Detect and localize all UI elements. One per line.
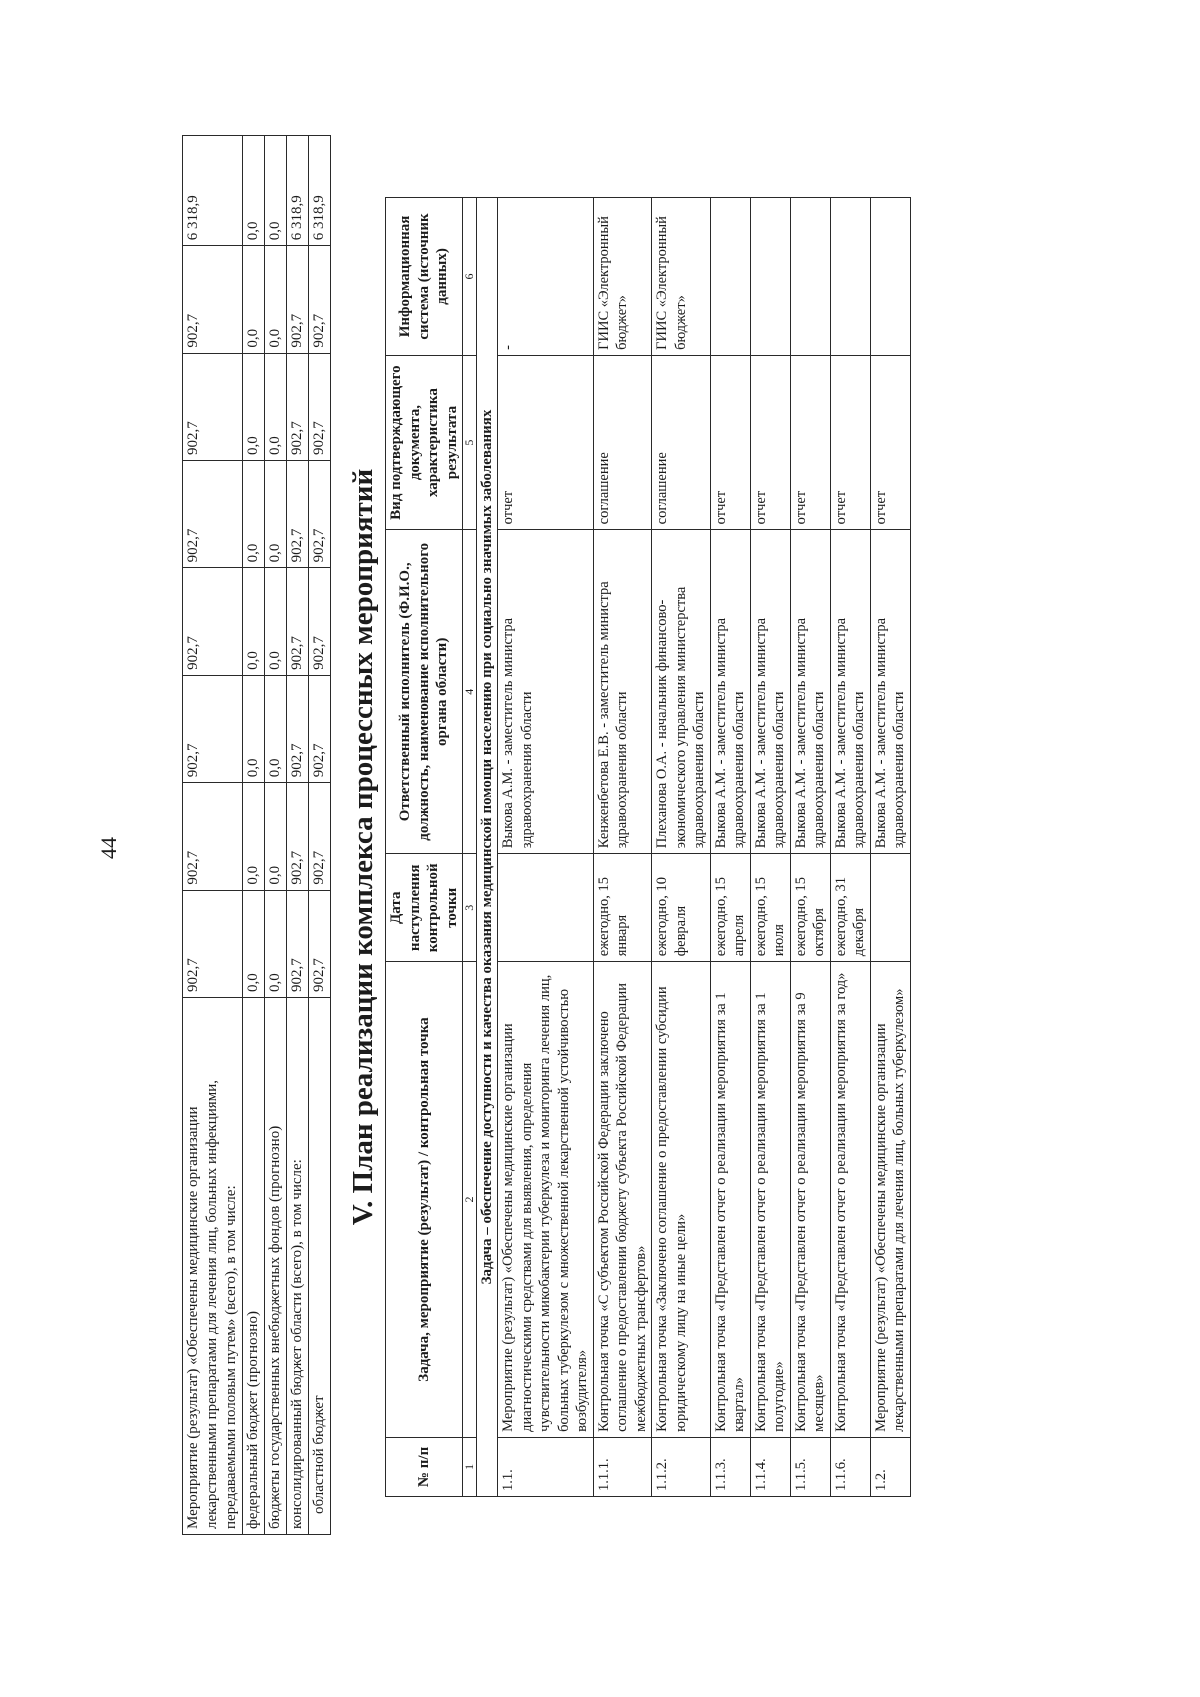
row-date: ежегодно, 10 февраля [652,854,711,962]
financing-value: 0,0 [265,461,287,568]
financing-value: 0,0 [265,568,287,675]
header-system: Информационная система (источник данных) [386,198,463,356]
row-title: Контрольная точка «Представлен отчет о реализации мероприятия за 1 квартал» [710,962,750,1438]
financing-value: 902,7 [309,675,331,782]
financing-value: 902,7 [183,246,243,353]
row-system: ГИИС «Электронный бюджет» [593,198,652,356]
financing-value: 902,7 [287,675,309,782]
plan-row [710,198,750,1497]
row-system [710,198,750,356]
plan-row [498,198,594,1497]
financing-value: 902,7 [287,353,309,460]
financing-value: 0,0 [243,136,265,246]
row-number: 1.1.3. [710,1437,750,1496]
page-number: 44 [96,837,121,859]
financing-value: 0,0 [265,136,287,246]
financing-value: 902,7 [309,568,331,675]
financing-value: 0,0 [265,353,287,460]
plan-row [593,198,652,1497]
header-responsible: Ответственный исполнитель (Ф.И.О., должность, наименование исполнительного органа области) [386,530,463,854]
financing-label: федеральный бюджет (прогнозно) [243,997,265,1534]
financing-value: 0,0 [243,783,265,890]
row-system: ГИИС «Электронный бюджет» [652,198,711,356]
financing-value: 0,0 [243,246,265,353]
financing-value: 6 318,9 [183,136,243,246]
row-number: 1.1.1. [593,1437,652,1496]
financing-table [182,135,331,1535]
financing-value: 902,7 [287,461,309,568]
row-title: Контрольная точка «С субъектом Российской Федерации заключено соглашение о предоставлении бюджету субъекта Российской Федерации межбюджетных трансфертов» [593,962,652,1438]
row-number: 1.1. [498,1437,594,1496]
header-document: Вид подтверждающего документа, характеристика результата [386,355,463,529]
column-number: 6 [463,198,477,356]
row-system [750,198,790,356]
financing-value: 6 318,9 [287,136,309,246]
row-number: 1.1.6. [830,1437,870,1496]
row-number: 1.1.4. [750,1437,790,1496]
financing-row [243,136,265,1535]
plan-row [652,198,711,1497]
row-document: отчет [790,355,830,529]
row-date: ежегодно, 15 апреля [710,854,750,962]
row-title: Контрольная точка «Заключено соглашение о предоставлении субсидии юридическому лицу на иные цели» [652,962,711,1438]
financing-value: 0,0 [243,675,265,782]
row-document: отчет [750,355,790,529]
plan-header-row [386,198,463,1497]
financing-value: 902,7 [183,568,243,675]
row-document: отчет [870,355,910,529]
financing-value: 902,7 [287,890,309,997]
financing-value: 902,7 [183,783,243,890]
financing-row [309,136,331,1535]
financing-row [287,136,309,1535]
row-responsible: Выкова А.М. - заместитель министра здравоохранения области [870,530,910,854]
row-date: ежегодно, 15 января [593,854,652,962]
row-number: 1.1.2. [652,1437,711,1496]
row-date [498,854,594,962]
row-title: Контрольная точка «Представлен отчет о реализации мероприятия за 9 месяцев» [790,962,830,1438]
task-title: Задача – обеспечение доступности и качества оказания медицинской помощи населению при социально значимых заболеваниях [477,198,498,1497]
financing-value: 902,7 [287,783,309,890]
row-document: отчет [710,355,750,529]
financing-value: 0,0 [243,568,265,675]
financing-label: Мероприятие (результат) «Обеспечены медицинские организации лекарственными препаратами для лечения лиц, больных инфекциями, передаваемыми половым путем» (всего), в том числе: [183,997,243,1534]
row-date: ежегодно, 15 октября [790,854,830,962]
column-number: 1 [463,1437,477,1496]
financing-value: 902,7 [309,246,331,353]
financing-value: 0,0 [265,783,287,890]
financing-row [265,136,287,1535]
financing-label: консолидированный бюджет области (всего), в том числе: [287,997,309,1534]
financing-value: 902,7 [287,568,309,675]
row-document: отчет [830,355,870,529]
plan-row [790,198,830,1497]
column-number-row [463,198,477,1497]
row-title: Мероприятие (результат) «Обеспечены медицинские организации диагностическими средствами для выявления, определения чувствительности микобактерии туберкулеза и мониторинга лечения лиц, больных туберкулезом с множественной лекарственной устойчивостью возбудителя» [498,962,594,1438]
row-number: 1.1.5. [790,1437,830,1496]
header-num: № п/п [386,1437,463,1496]
plan-row [870,198,910,1497]
financing-value: 902,7 [309,461,331,568]
row-number: 1.2. [870,1437,910,1496]
column-number: 3 [463,854,477,962]
row-system [870,198,910,356]
plan-row [750,198,790,1497]
row-responsible: Выкова А.М. - заместитель министра здравоохранения области [790,530,830,854]
financing-row [183,136,243,1535]
row-responsible: Выкова А.М. - заместитель министра здравоохранения области [830,530,870,854]
row-title: Контрольная точка «Представлен отчет о реализации мероприятия за год» [830,962,870,1438]
financing-value: 902,7 [309,353,331,460]
row-system: - [498,198,594,356]
financing-label: областной бюджет [309,997,331,1534]
financing-value: 902,7 [309,890,331,997]
row-responsible: Кенженбетова Е.В. - заместитель министра здравоохранения области [593,530,652,854]
financing-label: бюджеты государственных внебюджетных фондов (прогнозно) [265,997,287,1534]
financing-value: 0,0 [265,246,287,353]
row-responsible: Выкова А.М. - заместитель министра здравоохранения области [710,530,750,854]
financing-value: 0,0 [243,461,265,568]
financing-value: 902,7 [309,783,331,890]
row-system [830,198,870,356]
financing-value: 902,7 [183,890,243,997]
column-number: 5 [463,355,477,529]
row-document: соглашение [593,355,652,529]
task-row [477,198,498,1497]
financing-value: 902,7 [183,353,243,460]
column-number: 2 [463,962,477,1438]
row-system [790,198,830,356]
row-document: отчет [498,355,594,529]
row-document: соглашение [652,355,711,529]
row-title: Контрольная точка «Представлен отчет о реализации мероприятия за 1 полугодие» [750,962,790,1438]
financing-value: 0,0 [265,890,287,997]
section-title: V. План реализации комплекса процессных мероприятий [347,468,379,1226]
row-responsible: Выкова А.М. - заместитель министра здравоохранения области [750,530,790,854]
financing-value: 6 318,9 [309,136,331,246]
row-date: ежегодно, 31 декабря [830,854,870,962]
financing-value: 0,0 [243,353,265,460]
financing-value: 0,0 [265,675,287,782]
financing-value: 902,7 [287,246,309,353]
header-task: Задача, мероприятие (результат) / контрольная точка [386,962,463,1438]
row-date [870,854,910,962]
plan-row [830,198,870,1497]
column-number: 4 [463,530,477,854]
row-responsible: Выкова А.М. - заместитель министра здравоохранения области [498,530,594,854]
financing-value: 902,7 [183,675,243,782]
header-date: Дата наступления контрольной точки [386,854,463,962]
row-title: Мероприятие (результат) «Обеспечены медицинские организации лекарственными препаратами для лечения лиц, больных туберкулезом» [870,962,910,1438]
financing-value: 0,0 [243,890,265,997]
row-date: ежегодно, 15 июля [750,854,790,962]
row-responsible: Плеханова О.А. - начальник финансово-экономического управления министерства здравоохранения области [652,530,711,854]
plan-table [385,197,911,1497]
financing-value: 902,7 [183,461,243,568]
